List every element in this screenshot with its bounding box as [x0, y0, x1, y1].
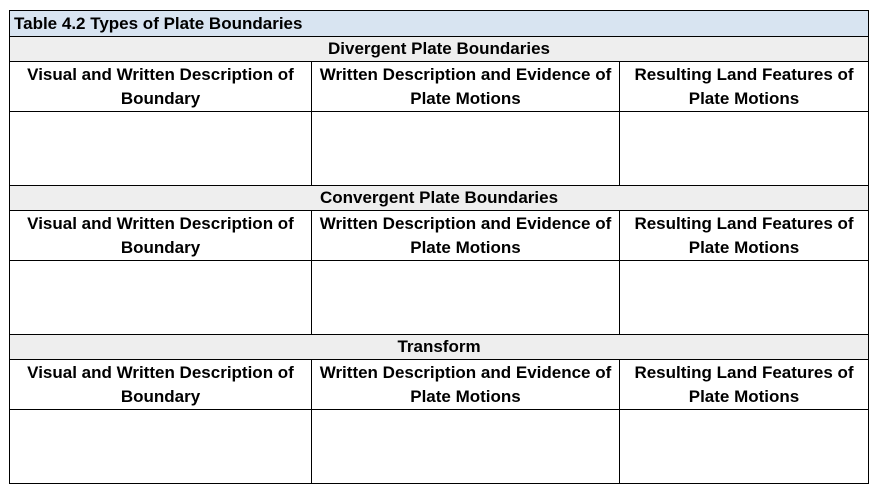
- column-header-evidence: Written Description and Evidence of Plate Motions: [312, 62, 620, 112]
- answer-cell-convergent-visual[interactable]: [10, 261, 312, 335]
- column-header-evidence: Written Description and Evidence of Plate Motions: [312, 360, 620, 410]
- section-row-transform: [10, 335, 869, 360]
- answer-cell-divergent-land-features[interactable]: [620, 112, 869, 186]
- answer-row-divergent: [10, 112, 869, 186]
- section-title-transform: Transform: [10, 335, 869, 360]
- section-title-convergent: Convergent Plate Boundaries: [10, 186, 869, 211]
- answer-cell-divergent-evidence[interactable]: [312, 112, 620, 186]
- answer-row-convergent: [10, 261, 869, 335]
- column-header-land-features: Resulting Land Features of Plate Motions: [620, 360, 869, 410]
- column-header-visual: Visual and Written Description of Boundary: [10, 360, 312, 410]
- column-header-land-features: Resulting Land Features of Plate Motions: [620, 62, 869, 112]
- answer-cell-divergent-visual[interactable]: [10, 112, 312, 186]
- column-header-visual: Visual and Written Description of Boundary: [10, 62, 312, 112]
- answer-cell-transform-visual[interactable]: [10, 410, 312, 484]
- answer-cell-transform-evidence[interactable]: [312, 410, 620, 484]
- title-row: [10, 11, 869, 37]
- header-row-transform: [10, 360, 869, 410]
- answer-cell-convergent-evidence[interactable]: [312, 261, 620, 335]
- answer-row-transform: [10, 410, 869, 484]
- column-header-visual: Visual and Written Description of Boundary: [10, 211, 312, 261]
- table-title: Table 4.2 Types of Plate Boundaries: [10, 11, 869, 37]
- section-row-convergent: [10, 186, 869, 211]
- column-header-land-features: Resulting Land Features of Plate Motions: [620, 211, 869, 261]
- header-row-divergent: [10, 62, 869, 112]
- plate-boundaries-table: [9, 10, 869, 484]
- section-row-divergent: [10, 37, 869, 62]
- section-title-divergent: Divergent Plate Boundaries: [10, 37, 869, 62]
- answer-cell-transform-land-features[interactable]: [620, 410, 869, 484]
- column-header-evidence: Written Description and Evidence of Plate Motions: [312, 211, 620, 261]
- answer-cell-convergent-land-features[interactable]: [620, 261, 869, 335]
- header-row-convergent: [10, 211, 869, 261]
